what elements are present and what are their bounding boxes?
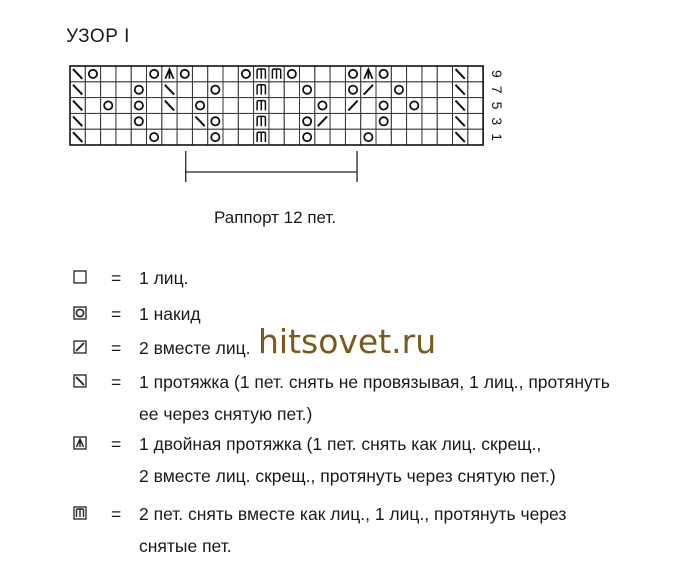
chart-cell [330,113,345,129]
chart-cell [131,113,146,129]
yarn-over-mark [211,86,219,94]
chart-cell [361,98,376,114]
chart-cell [223,82,238,98]
chart-cell [300,82,315,98]
ssk-mark [73,101,82,111]
chart-cell [315,129,330,145]
chart-cell [300,129,315,145]
chart-cell [437,113,452,129]
chart-cell [238,82,253,98]
yarn-over-mark [380,101,388,109]
chart-cell [391,82,406,98]
pattern-title: УЗОР I [66,26,130,47]
chart-cell [330,129,345,145]
yarn-over-mark [318,101,326,109]
chart-cell [101,82,116,98]
legend-text: 1 накид [139,304,201,324]
chart-cell [131,98,146,114]
double-decrease-mark [364,69,372,79]
chart-cell [330,82,345,98]
chart-cell [192,66,207,82]
chart-cell [269,82,284,98]
ssk-mark [456,85,465,95]
yarn-over-mark [211,117,219,125]
yarn-over-mark [410,101,418,109]
chart-cell [192,129,207,145]
chart-cell [238,129,253,145]
chart-cell [177,129,192,145]
legend-eq: = [111,338,122,358]
ssk-mark [456,101,465,111]
yarn-over-mark [349,86,357,94]
chart-cell [422,113,437,129]
legend-text: 1 двойная протяжка (1 пет. снять как лиц. скрещ., [139,434,542,454]
yarn-over-symbol-icon [73,306,87,320]
chart-cell [147,66,162,82]
chart-cell [330,98,345,114]
chart-cell [177,113,192,129]
ssk-mark [456,132,465,142]
slip-2-mark [257,69,265,79]
chart-cell [345,129,360,145]
chart-cell [208,129,223,145]
yarn-over-mark [150,133,158,141]
chart-cell [208,82,223,98]
legend-eq: = [111,304,122,324]
chart-cell [208,98,223,114]
chart-cell [422,98,437,114]
chart-cell [468,129,483,145]
yarn-over-mark [135,101,143,109]
legend-text-cont: снятые пет. [139,536,232,556]
chart-cell [437,66,452,82]
chart-cell [376,82,391,98]
yarn-over-mark [150,70,158,78]
k2tog-mark [318,116,327,126]
row-number: 3 [489,117,506,126]
legend-text: 2 пет. снять вместе как лиц., 1 лиц., протянуть через [139,504,567,524]
chart-cell [116,66,131,82]
watermark: hitsovet.ru [258,322,437,361]
k2tog-mark [348,101,357,111]
chart-cell [101,98,116,114]
yarn-over-mark [135,86,143,94]
chart-cell [101,129,116,145]
chart-cell [85,98,100,114]
chart-cell [468,82,483,98]
legend-text-cont: 2 вместе лиц. скрещ., протянуть через снятую пет.) [139,466,556,486]
yarn-over-mark [395,86,403,94]
chart-cell [345,66,360,82]
chart-cell [376,113,391,129]
chart-cell [315,98,330,114]
yarn-over-mark [380,70,388,78]
chart-cell [85,82,100,98]
chart-cell [85,129,100,145]
legend-text: 1 протяжка (1 пет. снять не провязывая, 1 лиц., протянуть [139,372,610,392]
chart-cell [437,129,452,145]
chart-cell [422,129,437,145]
chart-cell [391,129,406,145]
chart-cell [437,82,452,98]
chart-cell [147,98,162,114]
chart-cell [147,129,162,145]
chart-cell [116,82,131,98]
chart-cell [376,98,391,114]
ssk-mark [165,85,174,95]
chart-cell [407,129,422,145]
row-number: 7 [489,85,506,94]
ssk-mark [195,116,204,126]
chart-cell [407,113,422,129]
chart-cell [238,66,253,82]
chart-cell [468,66,483,82]
chart-cell [192,82,207,98]
ssk-mark [73,85,82,95]
double-decrease-mark [165,69,173,79]
legend-text: 1 лиц. [139,268,189,288]
legend-eq: = [111,504,122,524]
chart-cell [284,113,299,129]
chart-cell [345,82,360,98]
chart-cell [361,113,376,129]
yarn-over-mark [211,133,219,141]
rapport-label: Раппорт 12 пет. [214,208,337,227]
slip-2-mark [257,116,265,126]
ssk-symbol-icon [73,374,87,388]
chart-cell [177,82,192,98]
chart-cell [300,113,315,129]
chart-cell [116,113,131,129]
yarn-over-mark [242,70,250,78]
row-number: 9 [489,70,506,78]
chart-cell [315,66,330,82]
chart-cell [422,66,437,82]
yarn-over-mark [364,133,372,141]
chart-cell [391,113,406,129]
chart-cell [223,66,238,82]
chart-cell [300,98,315,114]
chart-cell [269,98,284,114]
legend-text-cont: ее через снятую пет.) [139,404,313,424]
chart-cell [407,66,422,82]
ssk-mark [456,116,465,126]
chart-cell [391,66,406,82]
yarn-over-mark [181,70,189,78]
slip-2-mark [257,101,265,111]
chart-cell [131,66,146,82]
chart-cell [223,98,238,114]
yarn-over-mark [135,117,143,125]
chart-cell [407,82,422,98]
chart-cell [223,113,238,129]
chart-cell [131,129,146,145]
row-number: 5 [489,101,506,110]
chart-cell [85,113,100,129]
chart-cell [238,113,253,129]
chart-cell [85,66,100,82]
chart-cell [284,82,299,98]
ssk-mark [456,69,465,79]
yarn-over-mark [288,70,296,78]
chart-cell [177,66,192,82]
chart-cell [422,82,437,98]
chart-cell [162,129,177,145]
chart-cell [147,113,162,129]
chart-cell [131,82,146,98]
legend-text: 2 вместе лиц. [139,338,251,358]
chart-cell [345,113,360,129]
chart-cell [376,66,391,82]
chart-cell [330,66,345,82]
chart-cell [116,98,131,114]
yarn-over-mark [303,133,311,141]
slip-2-mark [257,85,265,95]
ssk-mark [73,69,82,79]
chart-cell [177,98,192,114]
yarn-over-mark [196,101,204,109]
chart-cell [208,66,223,82]
chart-cell [223,129,238,145]
chart-cell [116,129,131,145]
legend-eq: = [111,434,122,454]
legend-eq: = [111,372,122,392]
chart-cell [468,98,483,114]
yarn-over-mark [303,86,311,94]
yarn-over-mark [380,117,388,125]
ssk-mark [165,101,174,111]
chart-cell [147,82,162,98]
chart-cell [101,113,116,129]
slip-2-mark [257,132,265,142]
chart-cell [284,66,299,82]
knitting-chart [0,0,700,240]
slip-2-symbol-icon [73,506,87,520]
k2tog-symbol-icon [73,340,87,354]
chart-cell [315,82,330,98]
chart-cell [407,98,422,114]
k2tog-mark [364,85,373,95]
chart-cell [361,129,376,145]
row-number: 1 [489,133,506,141]
double-decrease-symbol-icon [73,436,87,450]
chart-cell [162,113,177,129]
chart-cell [101,66,116,82]
chart-cell [192,98,207,114]
chart-cell [208,113,223,129]
yarn-over-mark [303,117,311,125]
chart-cell [391,98,406,114]
chart-cell [468,113,483,129]
chart-cell [437,98,452,114]
knit-symbol-icon [73,270,87,284]
chart-cell [238,98,253,114]
ssk-mark [73,116,82,126]
chart-cell [269,113,284,129]
yarn-over-mark [349,70,357,78]
yarn-over-mark [89,70,97,78]
chart-cell [269,129,284,145]
slip-2-mark [272,69,280,79]
yarn-over-mark [104,101,112,109]
ssk-mark [73,132,82,142]
chart-cell [284,98,299,114]
chart-cell [284,129,299,145]
chart-cell [300,66,315,82]
legend-eq: = [111,268,122,288]
chart-cell [376,129,391,145]
